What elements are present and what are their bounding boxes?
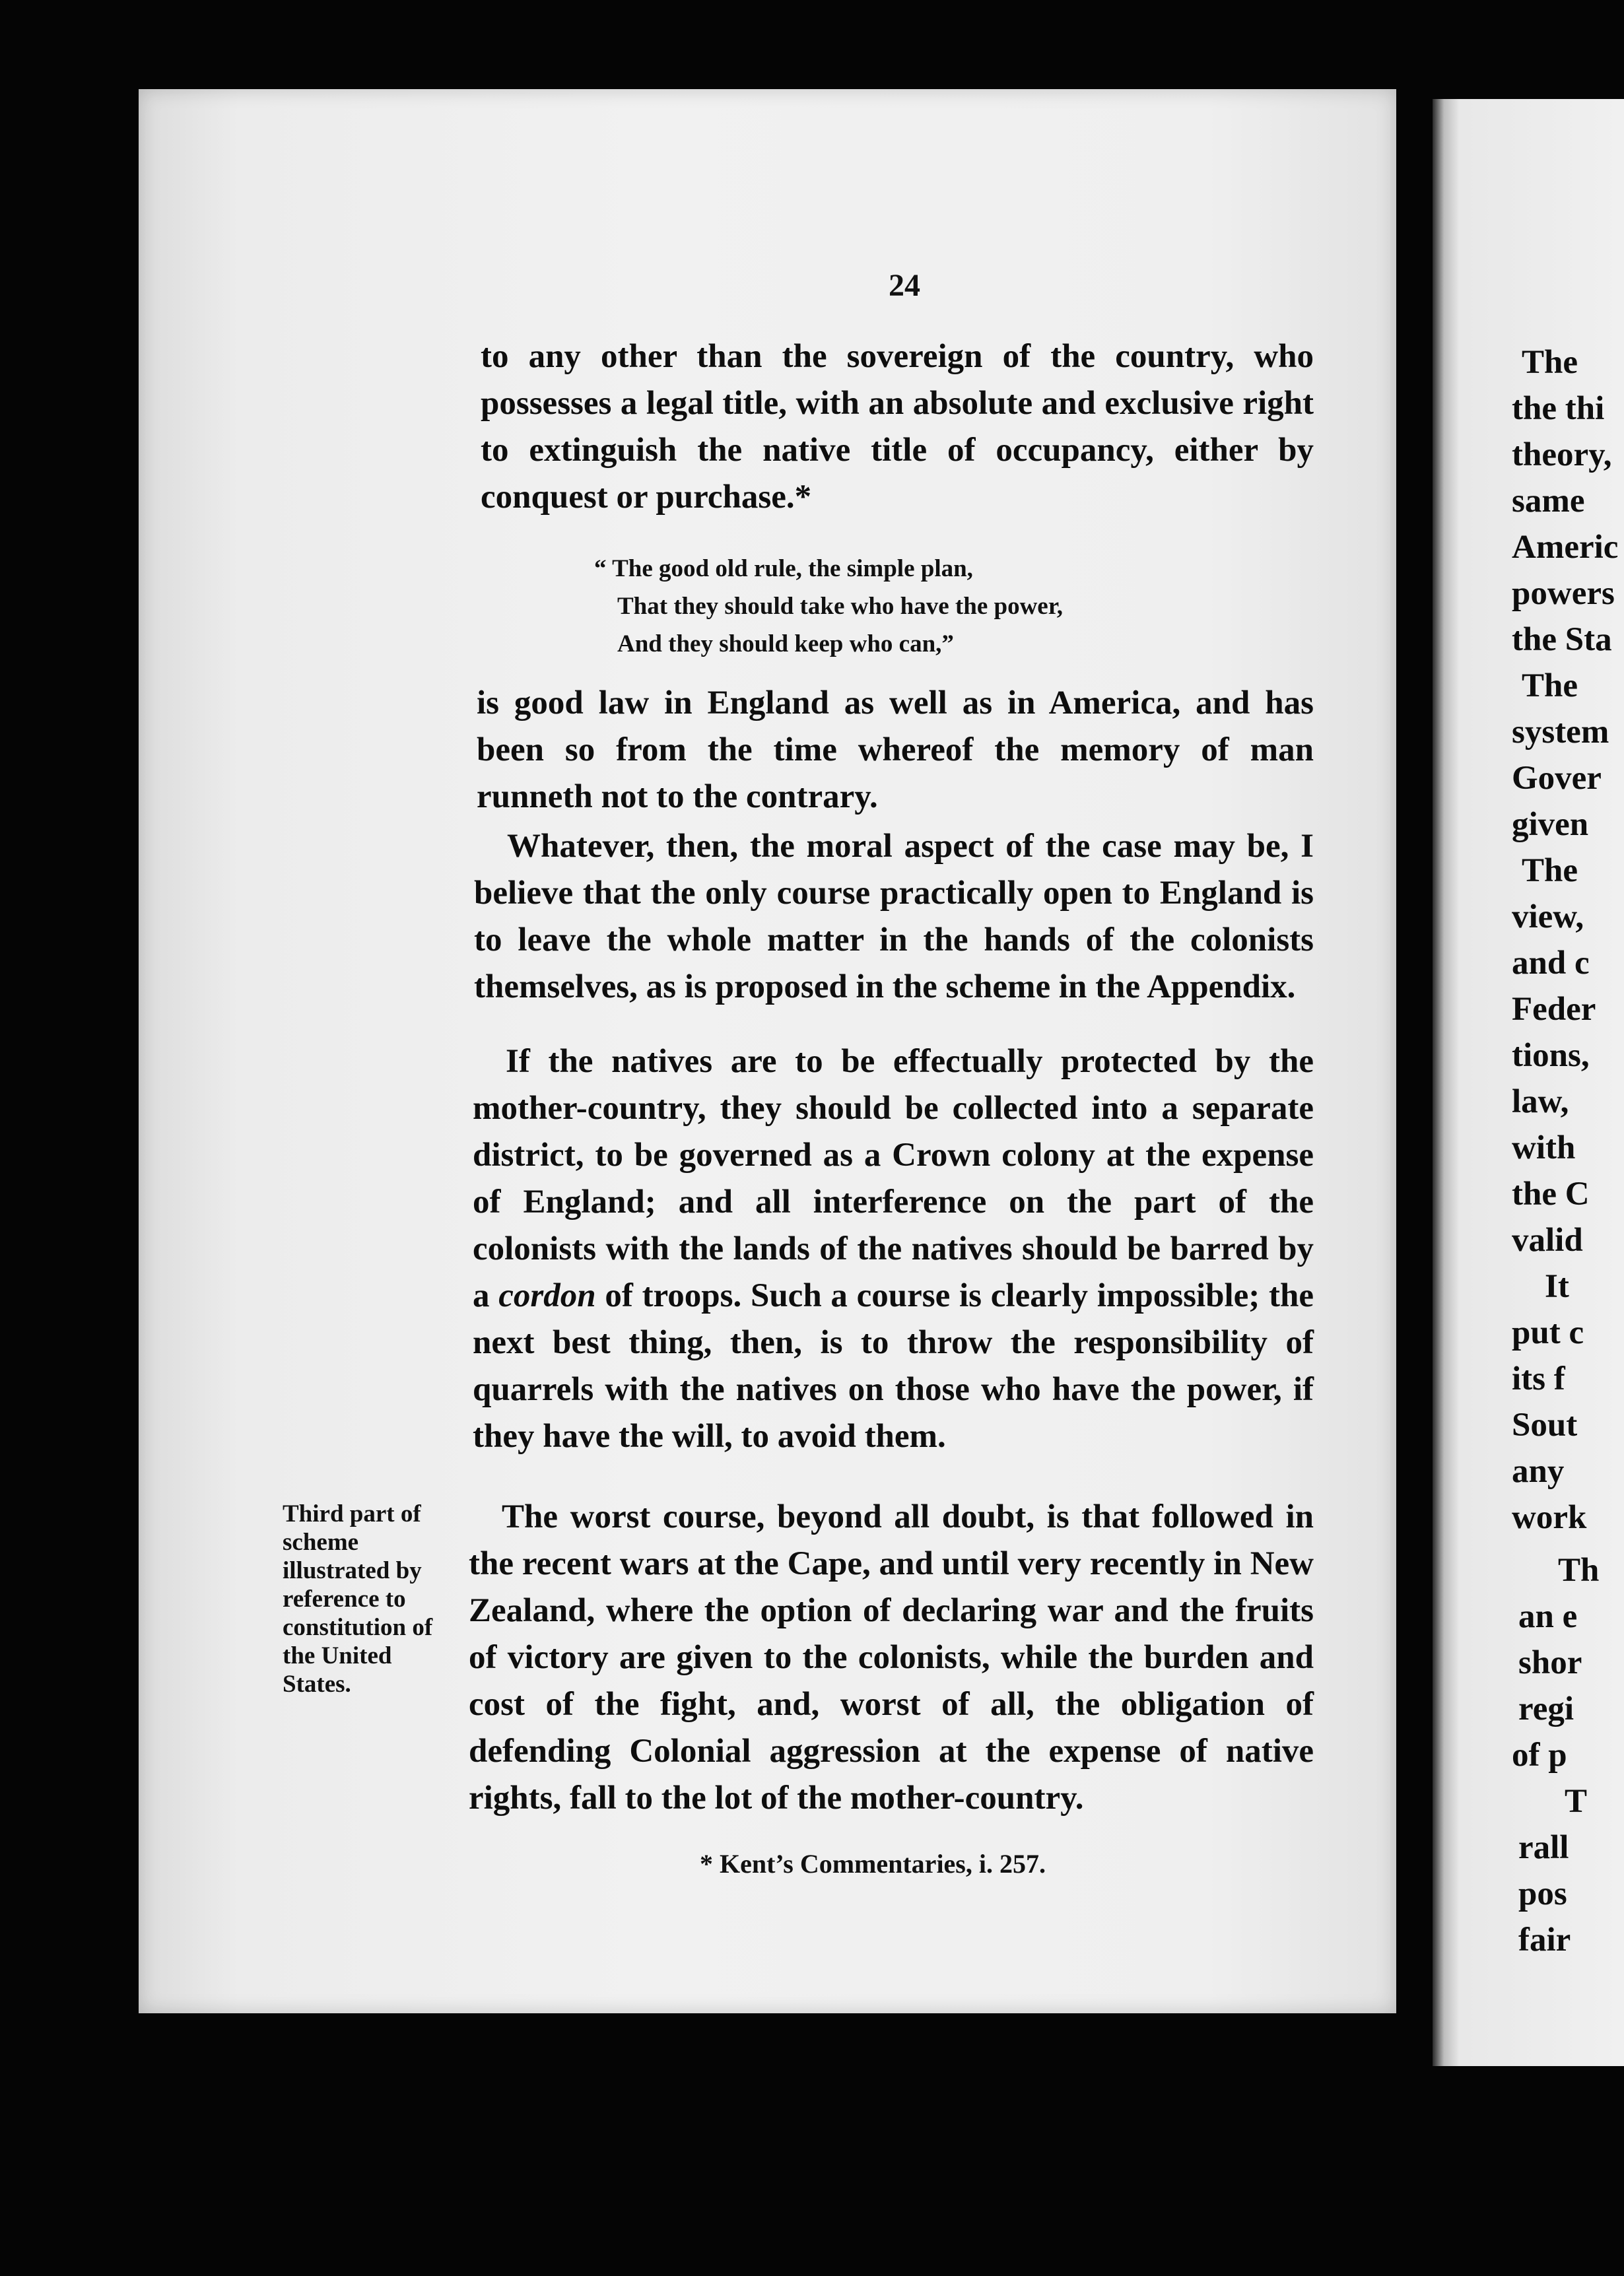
facing-page-line: work [1512, 1499, 1587, 1536]
facing-page-line: tions, [1512, 1037, 1590, 1074]
facing-page-line: pos [1518, 1875, 1567, 1912]
footnote: * Kent’s Commentaries, i. 257. [700, 1849, 1046, 1879]
facing-page-line: The [1522, 344, 1578, 381]
page-number: 24 [889, 268, 920, 303]
facing-page-line: Americ [1512, 529, 1619, 566]
facing-page-edge [1433, 99, 1624, 2066]
facing-page-line: the thi [1512, 390, 1605, 427]
facing-page-line: fair [1518, 1922, 1571, 1958]
paragraph-text: If the natives are to be effectually protected by the mother-country, they should be collected into a separate district, to be governed as a Crown colony at the expense of England; and all interference on the part of the colonists with the lands of the natives should be barred by a cordon of troops. Such a course is clearly impossible; the next best thing, then, is to throw the responsibility of quarrels with the natives on those who have the power, if they have the will, to avoid them. [473, 1043, 1314, 1455]
facing-page-line: T [1565, 1783, 1588, 1820]
facing-page-line: put c [1512, 1314, 1584, 1351]
paragraph-worst-course [469, 1494, 1314, 1822]
facing-page-line: Feder [1512, 991, 1596, 1028]
facing-page-line: Gover [1512, 760, 1602, 797]
paragraph-good-law [477, 680, 1314, 820]
facing-page-line: with [1512, 1129, 1576, 1166]
facing-page-line: It [1545, 1268, 1569, 1305]
paragraph-text: The worst course, beyond all doubt, is that followed in the recent wars at the Cape, and until very recently in New Zealand, where the option of declaring war and the fruits of victory are given to the colonists, while the burden and cost of the fight, and, worst of all, the obligation of defending Colonial aggression at the expense of native rights, fall to the lot of the mother-country. [469, 1498, 1314, 1817]
facing-page-line: view, [1512, 898, 1584, 935]
facing-page-line: the C [1512, 1176, 1590, 1213]
facing-page-line: valid [1512, 1222, 1583, 1259]
facing-page-line: Th [1558, 1552, 1600, 1589]
paragraph-text: is good law in England as well as in America, and has been so from the time whereof the memory of man runneth not to the contrary. [477, 685, 1314, 815]
facing-page-line: shor [1518, 1644, 1582, 1681]
verse-line: And they should keep who can,” [617, 630, 954, 657]
paragraph-moral-aspect [474, 823, 1314, 1011]
facing-page-line: law, [1512, 1083, 1569, 1120]
verse-line: “ The good old rule, the simple plan, [594, 555, 973, 582]
facing-page-line: the Sta [1512, 621, 1612, 658]
facing-page-line: regi [1518, 1690, 1574, 1727]
paragraph-continuation [481, 333, 1314, 521]
facing-page-line: given [1512, 806, 1589, 843]
facing-page-line: Sout [1512, 1407, 1578, 1444]
facing-page-line: and c [1512, 945, 1590, 982]
facing-page-line: powers [1512, 575, 1615, 612]
verse-line: That they should take who have the power, [617, 593, 1063, 620]
paragraph-natives-protected [473, 1038, 1314, 1460]
facing-page-line: any [1512, 1453, 1565, 1490]
facing-page-line: of p [1512, 1737, 1567, 1774]
facing-page-line: rall [1518, 1829, 1569, 1866]
facing-page-line: system [1512, 714, 1609, 751]
margin-note: Third part of scheme illustrated by reference to constitution of the United States. [283, 1500, 433, 1698]
paragraph-text: Whatever, then, the moral aspect of the case may be, I believe that the only course practically open to England is to leave the whole matter in the hands of the colonists themselves, as is proposed in the scheme in the Appendix. [474, 828, 1314, 1005]
paragraph-text: to any other than the sovereign of the country, who possesses a legal title, with an absolute and exclusive right to extinguish the native title of occupancy, either by conquest or purchase.* [481, 338, 1314, 516]
facing-page-line: theory, [1512, 436, 1612, 473]
facing-page-line: The [1522, 667, 1578, 704]
verse-quote [594, 550, 1211, 663]
facing-page-line: its f [1512, 1360, 1565, 1397]
facing-page-line: an e [1518, 1598, 1578, 1635]
facing-page-line: The [1522, 852, 1578, 889]
facing-page-line: same [1512, 483, 1585, 519]
